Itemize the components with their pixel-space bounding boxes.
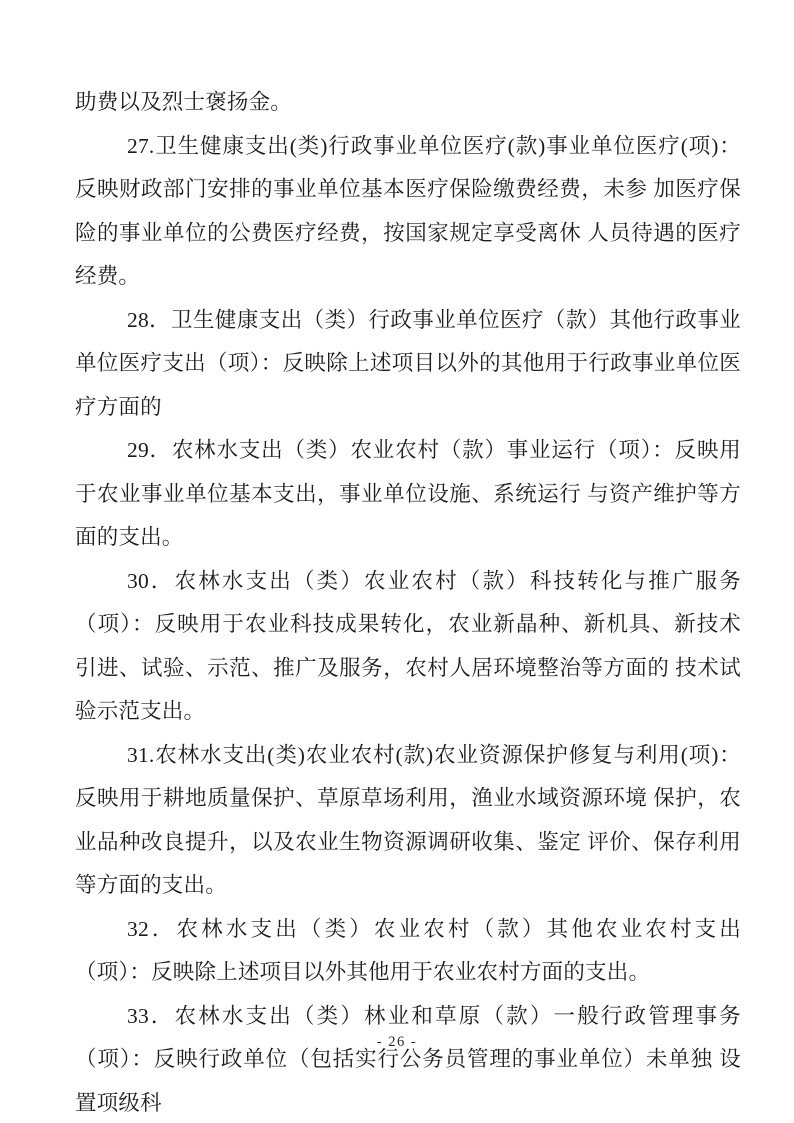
paragraph-item-30: 30．农林水支出（类）农业农村（款）科技转化与推广服务（项）：反映用于农业科技成果转化，农业新晶种、新机具、新技术 引进、试验、示范、推广及服务，农村人居环境整治等方面的 技术试验示范支出。	[75, 568, 741, 723]
paragraph-continuation: 助费以及烈士褒扬金。	[75, 90, 293, 114]
paragraph-item-31: 31.农林水支出(类)农业农村(款)农业资源保护修复与利用(项)：反映用于耕地质量保护、草原草场利用，渔业水域资源环境 保护，农业品种改良提升，以及农业生物资源调研收集、鉴定 评价、保存利用等方面的支出。	[75, 742, 741, 897]
paragraph-item-32: 32．农林水支出（类）农业农村（款）其他农业农村支出（项）：反映除上述项目以外其他用于农业农村方面的支出。	[75, 916, 741, 984]
paragraph-item-28: 28．卫生健康支出（类）行政事业单位医疗（款）其他行政事业单位医疗支出（项）：反映除上述项目以外的其他用于行政事业单位医疗方面的	[75, 307, 741, 419]
paragraph-item-29: 29．农林水支出（类）农业农村（款）事业运行（项）：反映用于农业事业单位基本支出，事业单位设施、系统运行 与资产维护等方面的支出。	[75, 438, 741, 549]
paragraph-item-27: 27.卫生健康支出(类)行政事业单位医疗(款)事业单位医疗(项)：反映财政部门安排的事业单位基本医疗保险缴费经费，未参 加医疗保险的事业单位的公费医疗经费，按国家规定享受离休 人员待遇的医疗经费。	[75, 133, 741, 288]
document-body	[75, 81, 741, 1123]
paragraph-item-33: 33．农林水支出（类）林业和草原（款）一般行政管理事务（项）：反映行政单位（包括实行公务员管理的事业单位）未单独 设置项级科	[75, 1003, 741, 1115]
page-number: - 26 -	[376, 1034, 418, 1050]
